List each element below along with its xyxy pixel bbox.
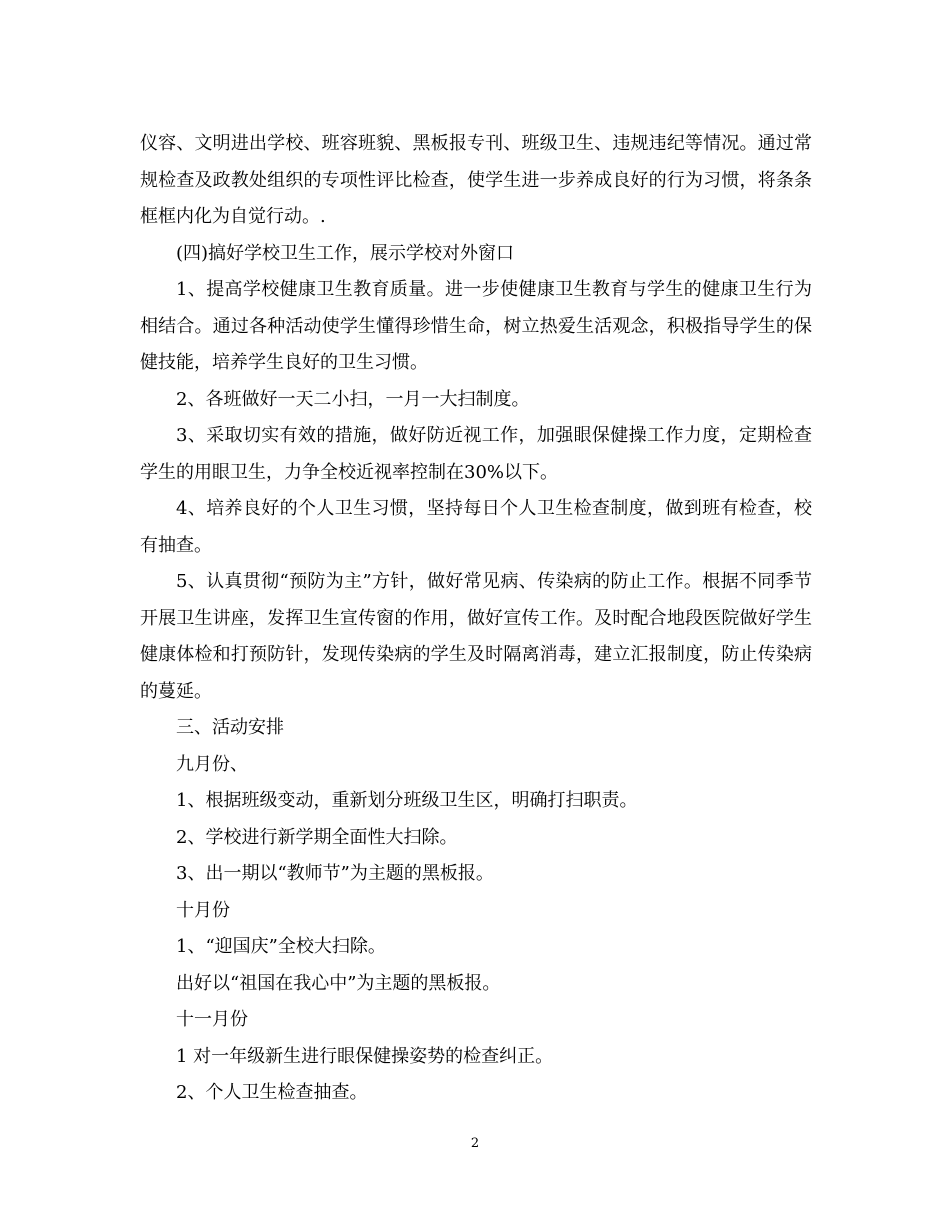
page-number: 2 <box>470 1136 480 1151</box>
month-heading-november: 十一月份 <box>176 1009 248 1030</box>
list-item: 2、学校进行新学期全面性大扫除。 <box>176 826 458 848</box>
month-heading-september: 九月份、 <box>176 753 248 775</box>
list-item: 1、根据班级变动，重新划分班级卫生区，明确打扫职责。 <box>176 790 638 811</box>
section-heading-activities: 三、活动安排 <box>176 717 284 738</box>
list-item: 3、出一期以“教师节”为主题的黑板报。 <box>176 863 494 884</box>
paragraph-2: 1、提高学校健康卫生教育质量。进一步使健康卫生教育与学生的健康卫生行为相结合。通过各种活动使学生懂得珍惜生命，树立热爱生活观念，积极指导学生的保健技能，培养学生良好的卫生习惯。 <box>140 279 812 373</box>
list-item: 1 对一年级新生进行眼保健操姿势的检查纠正。 <box>176 1045 554 1067</box>
paragraph-6: 5、认真贯彻“预防为主”方针，做好常见病、传染病的防止工作。根据不同季节开展卫生讲座，发挥卫生宣传窗的作用，做好宣传工作。及时配合地段医院做好学生健康体检和打预防针，发现传染病的学生及时隔离消毒，建立汇报制度，防止传染病的蔓延。 <box>140 571 812 702</box>
paragraph-1: 仪容、文明进出学校、班容班貌、黑板报专刊、班级卫生、违规违纪等情况。通过常规检查及政教处组织的专项性评比检查，使学生进一步养成良好的行为习惯，将条条框框内化为自觉行动。. <box>140 133 812 227</box>
paragraph-4: 3、采取切实有效的措施，做好防近视工作，加强眼保健操工作力度，定期检查学生的用眼卫生，力争全校近视率控制在30%以下。 <box>140 425 812 483</box>
paragraph-5: 4、培养良好的个人卫生习惯，坚持每日个人卫生检查制度，做到班有检查，校有抽查。 <box>140 498 812 556</box>
list-item: 出好以“祖国在我心中”为主题的黑板报。 <box>176 972 501 994</box>
section-heading-4: (四)搞好学校卫生工作，展示学校对外窗口 <box>176 242 515 264</box>
month-heading-october: 十月份 <box>176 899 230 921</box>
document-body <box>140 126 812 1112</box>
paragraph-3: 2、各班做好一天二小扫，一月一大扫制度。 <box>176 388 530 410</box>
list-item: 2、个人卫生检查抽查。 <box>176 1082 368 1103</box>
list-item: 1、“迎国庆”全校大扫除。 <box>176 936 386 957</box>
